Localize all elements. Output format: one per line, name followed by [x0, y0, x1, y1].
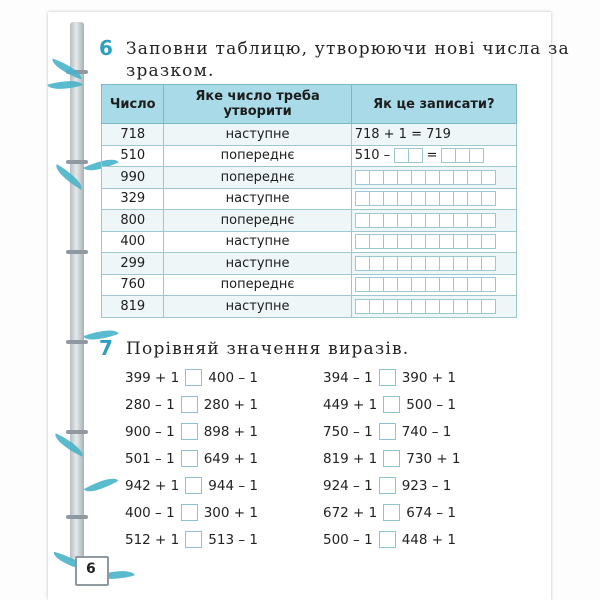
table-row [102, 124, 517, 146]
exercise-6-text-line2: зразком. [126, 61, 215, 81]
row-record [351, 145, 516, 167]
compare-box[interactable] [379, 369, 396, 386]
expression-right: 740 – 1 [401, 423, 452, 440]
table-row [102, 296, 517, 318]
row-number: 819 [102, 296, 164, 318]
row-number: 329 [102, 188, 164, 210]
expression-left: 280 – 1 [125, 396, 175, 413]
compare-box[interactable] [185, 531, 202, 548]
page-number: 6 [86, 561, 96, 577]
header-which-line1: Яке число треба [195, 89, 320, 104]
comparison-item [323, 531, 456, 548]
answer-cells[interactable] [351, 274, 516, 296]
expression-right: 300 + 1 [203, 504, 258, 521]
expression-left: 924 – 1 [323, 477, 373, 494]
header-which-line2: утворити [223, 104, 292, 119]
comparison-item [125, 531, 258, 548]
answer-input[interactable] [394, 148, 422, 163]
answer-cells[interactable] [351, 188, 516, 210]
expression-left: 942 + 1 [125, 477, 180, 494]
comparison-item [125, 450, 258, 467]
expression-right: 400 – 1 [208, 369, 258, 386]
compare-box[interactable] [185, 477, 202, 494]
expression-right: 674 – 1 [406, 504, 456, 521]
comparison-item [323, 477, 451, 494]
expression-left: 500 – 1 [323, 531, 373, 548]
comparison-item [125, 396, 258, 413]
expression-left: 399 + 1 [125, 369, 180, 386]
compare-box[interactable] [181, 450, 198, 467]
row-number: 760 [102, 274, 164, 296]
expression-left: 900 – 1 [125, 423, 175, 440]
expression-right: 500 – 1 [406, 396, 456, 413]
compare-box[interactable] [181, 396, 198, 413]
exercise-6-text-line1: Заповни таблицю, утворюючи нові числа за [126, 39, 570, 59]
expression-right: 448 + 1 [401, 531, 456, 548]
table-row [102, 253, 517, 275]
comparison-item [323, 450, 461, 467]
answer-cells[interactable] [351, 231, 516, 253]
exercise-7-number: 7 [99, 336, 113, 360]
table-header-row [102, 85, 517, 124]
row-kind: попереднє [164, 145, 351, 167]
row-number: 990 [102, 167, 164, 189]
comparison-item [125, 423, 258, 440]
record-left: 510 – [354, 148, 391, 164]
comparison-item [323, 396, 456, 413]
row-kind: наступне [164, 124, 351, 146]
table-row [102, 188, 517, 210]
exercise-6-table [101, 84, 517, 318]
table-row [102, 274, 517, 296]
table-row [102, 210, 517, 232]
expression-left: 400 – 1 [125, 504, 175, 521]
comparison-item [323, 504, 456, 521]
answer-cells[interactable] [351, 296, 516, 318]
row-number: 400 [102, 231, 164, 253]
expression-right: 898 + 1 [203, 423, 258, 440]
compare-box[interactable] [379, 531, 396, 548]
row-kind: попереднє [164, 210, 351, 232]
comparison-item [125, 504, 258, 521]
expression-right: 649 + 1 [203, 450, 258, 467]
compare-box[interactable] [383, 396, 400, 413]
table-row [102, 145, 517, 167]
answer-cells[interactable] [351, 210, 516, 232]
row-number: 299 [102, 253, 164, 275]
table-row [102, 231, 517, 253]
answer-cells[interactable] [351, 167, 516, 189]
row-record: 718 + 1 = 719 [351, 124, 516, 146]
comparison-item [125, 477, 258, 494]
expression-left: 449 + 1 [323, 396, 378, 413]
compare-box[interactable] [379, 477, 396, 494]
answer-cells[interactable] [351, 253, 516, 275]
header-number: Число [102, 85, 164, 124]
row-kind: попереднє [164, 167, 351, 189]
row-number: 800 [102, 210, 164, 232]
expression-right: 923 – 1 [401, 477, 452, 494]
row-number: 510 [102, 145, 164, 167]
expression-left: 750 – 1 [323, 423, 373, 440]
expression-left: 501 – 1 [125, 450, 175, 467]
exercise-6-number: 6 [99, 36, 113, 60]
expression-right: 390 + 1 [401, 369, 456, 386]
expression-left: 394 – 1 [323, 369, 373, 386]
expression-right: 280 + 1 [203, 396, 258, 413]
compare-box[interactable] [181, 504, 198, 521]
compare-box[interactable] [185, 369, 202, 386]
comparison-item [323, 423, 451, 440]
compare-box[interactable] [383, 450, 400, 467]
expression-left: 512 + 1 [125, 531, 180, 548]
compare-box[interactable] [181, 423, 198, 440]
expression-right: 513 – 1 [208, 531, 258, 548]
table-row [102, 167, 517, 189]
row-number: 718 [102, 124, 164, 146]
answer-input[interactable] [441, 148, 483, 163]
row-kind: наступне [164, 296, 351, 318]
compare-box[interactable] [383, 504, 400, 521]
expression-left: 819 + 1 [323, 450, 378, 467]
row-kind: наступне [164, 188, 351, 210]
row-kind: наступне [164, 253, 351, 275]
row-kind: попереднє [164, 274, 351, 296]
header-which [164, 85, 351, 124]
compare-box[interactable] [379, 423, 396, 440]
header-how: Як це записати? [351, 85, 516, 124]
row-kind: наступне [164, 231, 351, 253]
record-equals: = [426, 148, 438, 164]
exercise-7-text: Порівняй значення виразів. [126, 339, 410, 359]
expression-right: 944 – 1 [208, 477, 258, 494]
expression-right: 730 + 1 [406, 450, 461, 467]
comparison-item [125, 369, 258, 386]
comparison-item [323, 369, 456, 386]
expression-left: 672 + 1 [323, 504, 378, 521]
